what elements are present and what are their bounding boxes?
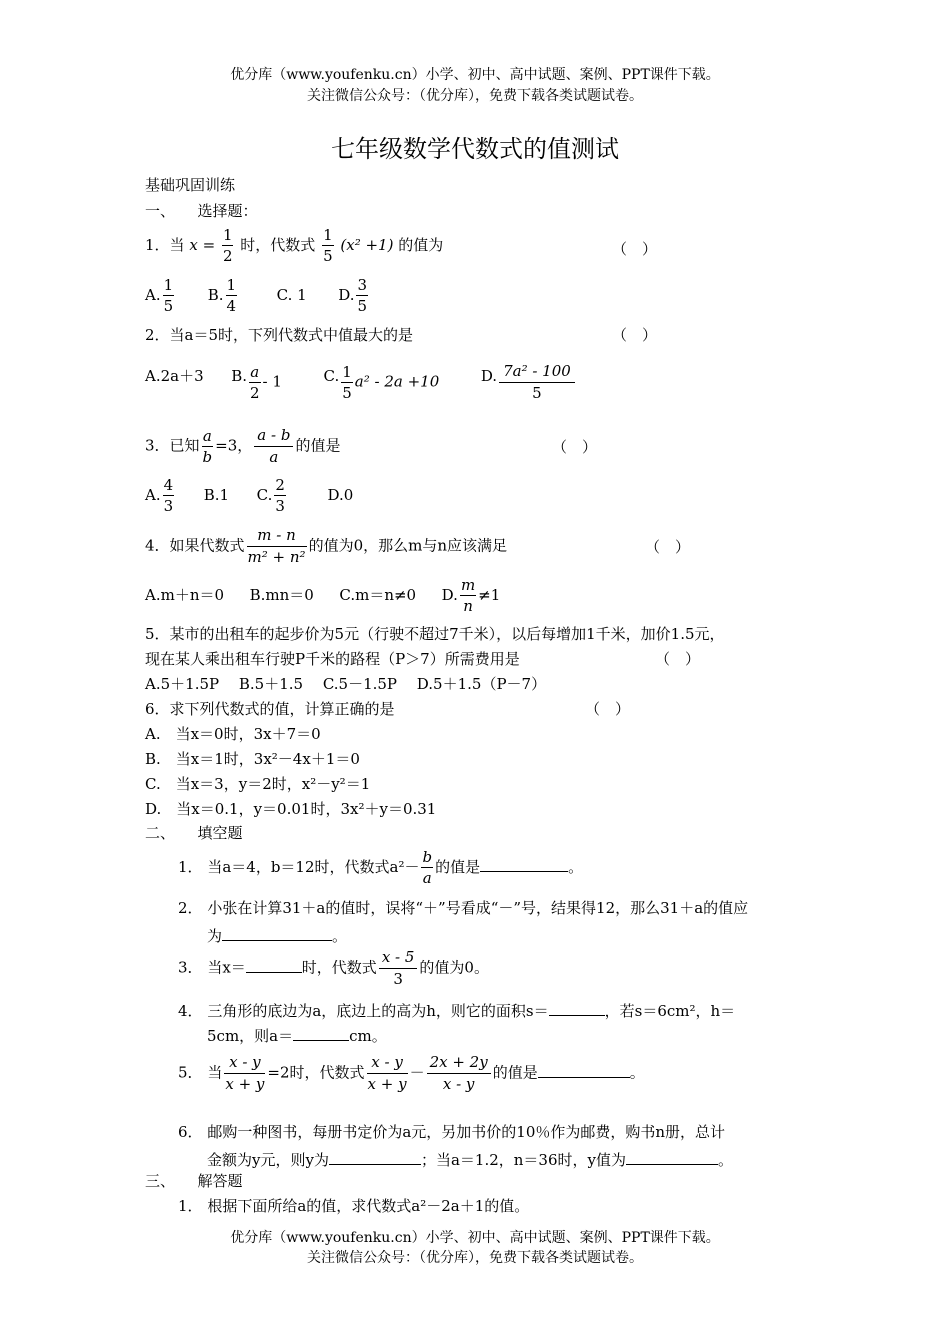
q4-opt-d-tail: ≠1 [478, 586, 501, 604]
q1-eq: = [202, 236, 216, 254]
q2-opt-d-frac: $\frac{\text{7a² - 100}}{5}$ [499, 364, 575, 401]
q6-opt-c: C. 当x＝3，y＝2时，x²－y²＝1 [145, 775, 371, 793]
fill-4-line-1 [178, 1001, 735, 1019]
fill-5-blank[interactable] [538, 1063, 630, 1078]
q2-stem: 2．当a＝5时，下列代数式中值最大的是 [145, 326, 414, 344]
fill-2-blank[interactable] [222, 926, 332, 941]
fill-6-end: 。 [717, 1151, 733, 1169]
fill-2-text: 小张在计算31＋a的值时，误将“＋”号看成“－”号，结果得12，那么31＋a的值应 [207, 899, 749, 917]
q5-line-1: 5．某市的出租车的起步价为5元（行驶不超过7千米），以后每增加1千米，加价1.5元， [145, 625, 725, 643]
q6-opt-d: D. 当x＝0.1，y＝0.01时，3x²＋y＝0.31 [145, 800, 437, 818]
fill-5-end: 。 [629, 1063, 645, 1082]
q1-pre: 1．当 [145, 236, 185, 254]
q5-line-2: 现在某人乘出租车行驶P千米的路程（P＞7）所需费用是 [145, 650, 520, 668]
q2-opt-c: C. [323, 366, 340, 385]
fill-1-blank[interactable] [480, 857, 568, 872]
section-solve: 三、 解答题 [145, 1172, 243, 1190]
fill-3-frac: $\frac{x - 5}{3}$ [379, 950, 418, 987]
q4-opt-d-frac: $\frac{m}{n}$ [460, 576, 476, 615]
q3-opt-b: B.1 [203, 486, 230, 504]
fill-3 [178, 950, 489, 987]
fill-3-blank[interactable] [246, 958, 302, 973]
q2-opt-b: B. [231, 366, 247, 385]
fill-3-num: 3． [178, 958, 203, 977]
q5-options: A.5＋1.5P B.5＋1.5 C.5－1.5P D.5＋1.5（P－7） [145, 675, 547, 693]
q4-stem [145, 528, 507, 565]
q1-opt-b-frac: $\frac{1}{4}$ [226, 276, 237, 315]
subtitle: 基础巩固训练 [145, 176, 236, 194]
q1-frac-1: $\frac{1}{2}$ [222, 226, 233, 265]
q3-pre: 3．已知 [145, 436, 200, 455]
fill-1-post: 的值是 [435, 858, 481, 876]
fill-4-text-c: 5cm，则a＝ [207, 1027, 294, 1045]
fill-3-mid: 时，代数式 [301, 958, 377, 977]
q3-opt-c: C. [256, 486, 273, 504]
fill-4-line-2 [207, 1026, 387, 1044]
fill-5 [178, 1055, 645, 1092]
q1-frac-2: $\frac{1}{5}$ [323, 226, 333, 265]
fill-4-text-d: cm。 [349, 1027, 387, 1045]
q1-opt-d: D. [338, 286, 355, 304]
q3-post: 的值是 [295, 436, 341, 455]
fill-6-num: 6． [178, 1123, 203, 1141]
fill-4-blank-1[interactable] [549, 1001, 605, 1016]
page-title: 七年级数学代数式的值测试 [331, 135, 619, 163]
fill-1 [178, 850, 583, 886]
q1-options [145, 278, 370, 314]
fill-3-post: 的值为0。 [419, 958, 489, 977]
q4-opt-d: D. [441, 586, 458, 604]
footer-line-2: 关注微信公众号：（优分库），免费下载各类试题试卷。 [307, 1250, 643, 1266]
q4-opt-a: A.m＋n＝0 [145, 586, 225, 604]
q1-stem [145, 228, 443, 264]
fill-1-frac: $\frac{b}{a}$ [422, 848, 433, 887]
q6-opt-a: A. 当x＝0时，3x＋7＝0 [145, 725, 321, 743]
q2-opt-b-frac: $\frac{a}{2}$ [250, 362, 260, 402]
solve-1 [178, 1199, 529, 1214]
fill-6-text-a: 金额为y元，则y为 [207, 1151, 329, 1169]
q6-opt-b: B. 当x＝1时，3x²－4x＋1＝0 [145, 750, 360, 768]
q2-options [145, 364, 577, 401]
q2-opt-d: D. [480, 366, 498, 385]
q2-opt-c-tail: a² - 2a +10 [354, 372, 440, 391]
header-line-1: 优分库（www.youfenku.cn）小学、初中、高中试题、案例、PPT课件下载。 [230, 67, 720, 83]
q1-opt-d-frac: $\frac{3}{5}$ [357, 276, 368, 315]
q3-stem [145, 428, 340, 465]
q3-opt-c-frac: $\frac{2}{3}$ [275, 476, 285, 515]
q1-mid: 时，代数式 [240, 236, 316, 254]
solve-1-num: 1． [178, 1197, 203, 1215]
fill-5-frac-3: $\frac{2x + 2y}{x - y}$ [427, 1055, 491, 1092]
header-line-2: 关注微信公众号：（优分库），免费下载各类试题试卷。 [307, 88, 643, 104]
fill-5-post: 的值是 [492, 1063, 538, 1082]
fill-1-num: 1． [178, 858, 203, 876]
q2-opt-b-tail: - 1 [262, 372, 282, 391]
q2-bracket: （ ） [612, 326, 658, 344]
q4-post: 的值为0，那么m与n应该满足 [308, 536, 507, 555]
fill-4-text-b: ，若s＝6cm²，h＝ [604, 1002, 736, 1020]
fill-6-blank-2[interactable] [626, 1150, 718, 1165]
fill-6-line-2 [207, 1150, 733, 1168]
q4-pre: 4．如果代数式 [145, 536, 245, 555]
fill-6-blank-1[interactable] [329, 1150, 421, 1165]
fill-4-blank-2[interactable] [293, 1026, 349, 1041]
q4-frac: $\frac{m - n}{\text{m² + n²}}$ [247, 526, 306, 566]
section-choice: 一、 选择题： [145, 202, 258, 220]
footer-line-1: 优分库（www.youfenku.cn）小学、初中、高中试题、案例、PPT课件下载。 [230, 1230, 720, 1246]
q3-mid: =3， [215, 436, 253, 455]
q4-opt-b: B.mn＝0 [249, 586, 314, 604]
solve-1-text: 根据下面所给a的值，求代数式a²－2a＋1的值。 [207, 1197, 530, 1215]
q2-opt-a: A.2a＋3 [145, 366, 204, 385]
fill-5-frac-1: $\frac{x - y}{x + y}$ [225, 1053, 265, 1093]
fill-6-line-1 [178, 1125, 725, 1140]
fill-2-pre: 为 [207, 927, 223, 945]
fill-2-line-2 [207, 926, 347, 944]
fill-5-frac-2: $\frac{x - y}{x + y}$ [367, 1053, 407, 1093]
fill-5-pre: 当 [207, 1063, 223, 1082]
fill-5-num: 5． [178, 1063, 203, 1082]
q1-opt-c: C. 1 [276, 286, 307, 304]
fill-2-num: 2． [178, 899, 203, 917]
q1-var: x [189, 236, 198, 254]
q3-frac-2: $\frac{a - b}{a}$ [254, 428, 293, 465]
q6-stem: 6．求下列代数式的值，计算正确的是 [145, 700, 395, 718]
q3-opt-a: A. [145, 486, 161, 504]
q1-bracket: （ ） [612, 240, 658, 258]
fill-5-minus: － [409, 1063, 425, 1082]
q3-opt-d: D.0 [327, 486, 354, 504]
q2-opt-c-frac: $\frac{1}{5}$ [342, 362, 352, 402]
fill-6-text-b: ；当a＝1.2，n＝36时，y值为 [420, 1151, 626, 1169]
fill-2-end: 。 [332, 927, 348, 945]
q4-options [145, 578, 500, 614]
q3-options [145, 478, 353, 514]
fill-1-pre: 当a＝4，b＝12时，代数式a²－ [207, 858, 420, 876]
q4-opt-c: C.m＝n≠0 [339, 586, 417, 604]
section-fill: 二、 填空题 [145, 824, 243, 842]
q4-bracket: （ ） [645, 538, 691, 556]
fill-2-line-1 [178, 901, 748, 916]
q3-opt-a-frac: $\frac{4}{3}$ [163, 476, 174, 515]
q1-opt-a-frac: $\frac{1}{5}$ [163, 276, 174, 315]
q1-paren: (x² +1) [340, 236, 394, 254]
fill-6-text: 邮购一种图书，每册书定价为a元，另加书价的10％作为邮费，购书n册，总计 [207, 1123, 726, 1141]
q3-frac-1: $\frac{a}{b}$ [202, 426, 213, 466]
q1-post: 的值为 [398, 236, 444, 254]
q1-opt-b: B. [207, 286, 224, 304]
fill-5-mid: =2时，代数式 [267, 1063, 365, 1082]
q6-bracket: （ ） [585, 700, 631, 718]
fill-1-end: 。 [568, 858, 584, 876]
fill-4-text-a: 三角形的底边为a，底边上的高为h，则它的面积s＝ [207, 1002, 549, 1020]
fill-3-pre: 当x＝ [207, 958, 246, 977]
fill-4-num: 4． [178, 1002, 203, 1020]
q3-bracket: （ ） [552, 438, 598, 456]
q1-opt-a: A. [145, 286, 161, 304]
q5-bracket: （ ） [655, 650, 701, 668]
